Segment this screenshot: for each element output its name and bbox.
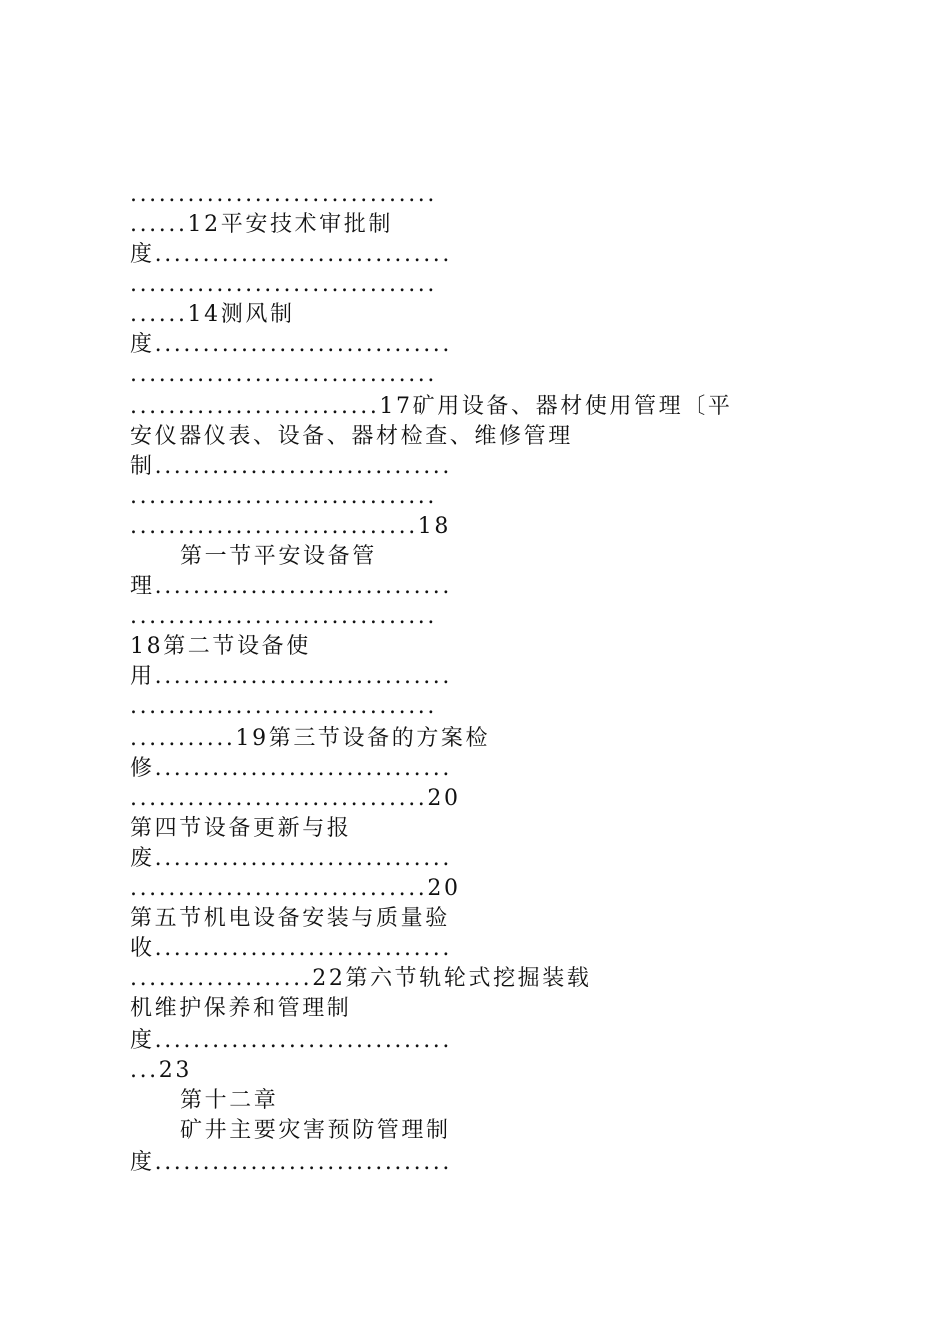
toc-entry-section-3: ...........19第三节设备的方案检: [130, 726, 491, 751]
toc-line: 修...............................: [130, 756, 452, 781]
toc-entry-section-4: 第四节设备更新与报: [130, 816, 352, 841]
toc-entry-section-6: ...................22第六节轨轮式挖掘装载: [130, 966, 592, 991]
toc-line: ................................: [130, 362, 437, 387]
toc-line: ................................: [130, 272, 437, 297]
toc-line: 用...............................: [130, 664, 452, 689]
toc-line: ...............................20: [130, 786, 461, 811]
toc-line: 机维护保养和管理制: [130, 996, 352, 1021]
toc-line: ................................: [130, 484, 437, 509]
toc-line: 收...............................: [130, 936, 452, 961]
toc-line: ................................: [130, 604, 437, 629]
toc-line: 理...............................: [130, 574, 452, 599]
toc-line: ..............................18: [130, 514, 451, 539]
toc-line: ...............................20: [130, 876, 461, 901]
toc-entry-mining-equipment: ..........................17矿用设备、器材使用管理〔平: [130, 394, 733, 419]
toc-line: 安仪器仪表、设备、器材检查、维修管理: [130, 424, 573, 449]
toc-line: 度...............................: [130, 1150, 452, 1175]
toc-entry-chapter-12: 第十二章: [180, 1088, 279, 1113]
toc-entry-section-1: 第一节平安设备管: [180, 544, 377, 569]
toc-line: 制...............................: [130, 454, 452, 479]
toc-line: 度...............................: [130, 332, 452, 357]
toc-entry-disaster-prevention: 矿井主要灾害预防管理制: [180, 1118, 451, 1143]
toc-line: 度...............................: [130, 242, 452, 267]
toc-entry-section-5: 第五节机电设备安装与质量验: [130, 906, 450, 931]
toc-line: ................................: [130, 694, 437, 719]
toc-entry-section-2: 18第二节设备使: [130, 634, 311, 659]
toc-entry-safety-technical-approval: ......12平安技术审批制: [130, 212, 393, 237]
toc-line: ................................: [130, 182, 437, 207]
toc-line: 废...............................: [130, 846, 452, 871]
toc-line: ...23: [130, 1058, 192, 1083]
toc-line: 度...............................: [130, 1028, 452, 1053]
toc-entry-wind-measurement: ......14测风制: [130, 302, 295, 327]
